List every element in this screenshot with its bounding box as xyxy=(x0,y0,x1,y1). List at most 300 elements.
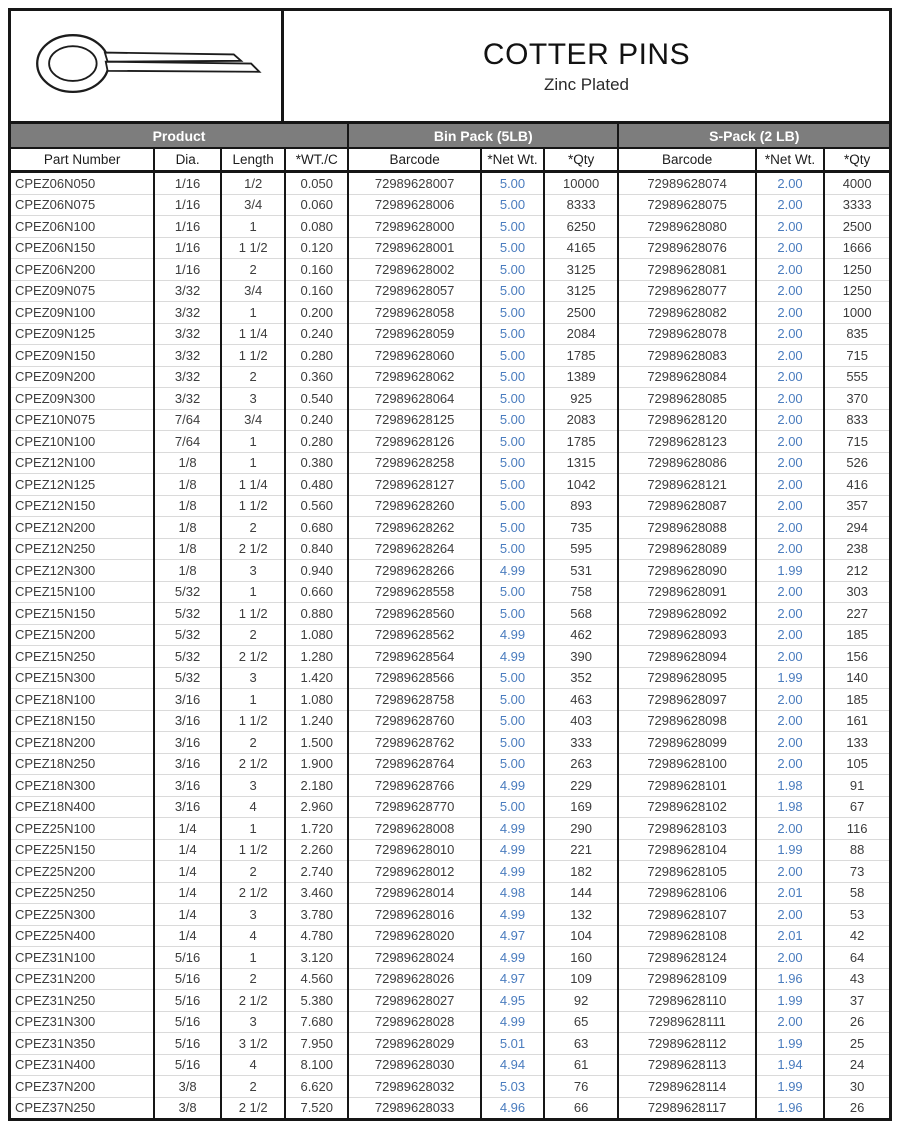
cell-dia: 5/32 xyxy=(154,603,221,625)
cell-length: 2 1/2 xyxy=(221,882,286,904)
cell-spack-net-wt: 1.99 xyxy=(756,839,825,861)
cell-spack-net-wt: 2.00 xyxy=(756,345,825,367)
cell-spack-net-wt: 2.00 xyxy=(756,603,825,625)
cell-spack-barcode: 72989628094 xyxy=(618,646,755,668)
cell-bin-barcode: 72989628006 xyxy=(348,194,481,216)
cell-spack-barcode: 72989628074 xyxy=(618,172,755,195)
cell-spack-barcode: 72989628120 xyxy=(618,409,755,431)
cell-spack-qty: 26 xyxy=(824,1097,889,1118)
cell-bin-qty: 8333 xyxy=(544,194,619,216)
cell-spack-qty: 133 xyxy=(824,732,889,754)
cell-spack-net-wt: 1.98 xyxy=(756,775,825,797)
table-row xyxy=(11,280,889,302)
cell-spack-barcode: 72989628083 xyxy=(618,345,755,367)
cell-bin-barcode: 72989628010 xyxy=(348,839,481,861)
cell-dia: 5/32 xyxy=(154,581,221,603)
cell-bin-qty: 758 xyxy=(544,581,619,603)
table-row xyxy=(11,388,889,410)
cell-spack-qty: 67 xyxy=(824,796,889,818)
cell-dia: 1/16 xyxy=(154,237,221,259)
column-header-wt-c: *WT./C xyxy=(285,148,348,172)
cell-bin-qty: 76 xyxy=(544,1076,619,1098)
cell-spack-barcode: 72989628090 xyxy=(618,560,755,582)
cell-bin-barcode: 72989628024 xyxy=(348,947,481,969)
cell-bin-qty: 352 xyxy=(544,667,619,689)
cell-length: 2 xyxy=(221,1076,286,1098)
cell-wt-c: 6.620 xyxy=(285,1076,348,1098)
cell-bin-barcode: 72989628266 xyxy=(348,560,481,582)
cell-bin-qty: 893 xyxy=(544,495,619,517)
cell-spack-net-wt: 1.94 xyxy=(756,1054,825,1076)
cell-spack-qty: 227 xyxy=(824,603,889,625)
cell-bin-net-wt: 5.00 xyxy=(481,280,544,302)
cell-part-number: CPEZ09N125 xyxy=(11,323,154,345)
table-row xyxy=(11,732,889,754)
cell-bin-net-wt: 4.99 xyxy=(481,624,544,646)
cell-dia: 1/8 xyxy=(154,452,221,474)
cell-wt-c: 0.940 xyxy=(285,560,348,582)
cell-wt-c: 7.520 xyxy=(285,1097,348,1118)
cell-wt-c: 1.080 xyxy=(285,689,348,711)
cell-spack-barcode: 72989628106 xyxy=(618,882,755,904)
cell-spack-net-wt: 2.00 xyxy=(756,323,825,345)
cell-bin-barcode: 72989628016 xyxy=(348,904,481,926)
cell-bin-qty: 63 xyxy=(544,1033,619,1055)
cell-spack-qty: 2500 xyxy=(824,216,889,238)
cell-spack-barcode: 72989628112 xyxy=(618,1033,755,1055)
cell-dia: 1/16 xyxy=(154,216,221,238)
cell-dia: 5/16 xyxy=(154,990,221,1012)
cell-part-number: CPEZ09N200 xyxy=(11,366,154,388)
table-row xyxy=(11,323,889,345)
cell-length: 1 1/2 xyxy=(221,495,286,517)
cell-wt-c: 3.780 xyxy=(285,904,348,926)
cell-part-number: CPEZ18N100 xyxy=(11,689,154,711)
cell-bin-net-wt: 5.00 xyxy=(481,603,544,625)
cell-bin-qty: 132 xyxy=(544,904,619,926)
cell-spack-qty: 357 xyxy=(824,495,889,517)
cell-bin-barcode: 72989628126 xyxy=(348,431,481,453)
cell-bin-net-wt: 5.00 xyxy=(481,581,544,603)
cell-length: 2 1/2 xyxy=(221,538,286,560)
table-row xyxy=(11,861,889,883)
cell-spack-qty: 833 xyxy=(824,409,889,431)
group-header-0: Product xyxy=(11,124,348,148)
cell-dia: 1/8 xyxy=(154,474,221,496)
cell-bin-net-wt: 5.00 xyxy=(481,732,544,754)
cell-part-number: CPEZ25N300 xyxy=(11,904,154,926)
cell-bin-qty: 1389 xyxy=(544,366,619,388)
group-header-row xyxy=(11,124,889,148)
cell-length: 3/4 xyxy=(221,409,286,431)
cell-spack-barcode: 72989628076 xyxy=(618,237,755,259)
column-header-bin-net-wt: *Net Wt. xyxy=(481,148,544,172)
cell-dia: 3/16 xyxy=(154,796,221,818)
cell-length: 1 xyxy=(221,947,286,969)
cell-wt-c: 0.080 xyxy=(285,216,348,238)
group-header-2: S-Pack (2 LB) xyxy=(618,124,889,148)
cell-spack-net-wt: 2.00 xyxy=(756,495,825,517)
cell-length: 3 xyxy=(221,904,286,926)
cell-dia: 1/8 xyxy=(154,560,221,582)
cell-spack-qty: 238 xyxy=(824,538,889,560)
cell-bin-barcode: 72989628258 xyxy=(348,452,481,474)
cell-bin-net-wt: 5.00 xyxy=(481,366,544,388)
cell-wt-c: 0.280 xyxy=(285,345,348,367)
cell-bin-qty: 109 xyxy=(544,968,619,990)
cotter-pin-icon xyxy=(27,16,265,117)
cell-spack-net-wt: 2.00 xyxy=(756,538,825,560)
cell-part-number: CPEZ18N400 xyxy=(11,796,154,818)
table-row xyxy=(11,409,889,431)
cell-bin-net-wt: 5.00 xyxy=(481,345,544,367)
cell-bin-qty: 92 xyxy=(544,990,619,1012)
cell-part-number: CPEZ09N100 xyxy=(11,302,154,324)
catalog-sheet xyxy=(8,8,892,1121)
cell-bin-qty: 1785 xyxy=(544,345,619,367)
column-header-length: Length xyxy=(221,148,286,172)
cell-bin-net-wt: 5.00 xyxy=(481,538,544,560)
table-row xyxy=(11,452,889,474)
cell-bin-net-wt: 5.00 xyxy=(481,194,544,216)
cell-bin-qty: 61 xyxy=(544,1054,619,1076)
cell-spack-net-wt: 2.00 xyxy=(756,646,825,668)
cell-spack-qty: 3333 xyxy=(824,194,889,216)
cell-spack-barcode: 72989628100 xyxy=(618,753,755,775)
cell-dia: 1/16 xyxy=(154,259,221,281)
cell-spack-net-wt: 2.00 xyxy=(756,710,825,732)
cell-bin-net-wt: 5.00 xyxy=(481,474,544,496)
cell-bin-net-wt: 4.97 xyxy=(481,925,544,947)
cell-spack-barcode: 72989628078 xyxy=(618,323,755,345)
cell-wt-c: 4.560 xyxy=(285,968,348,990)
cell-spack-barcode: 72989628085 xyxy=(618,388,755,410)
cell-part-number: CPEZ12N150 xyxy=(11,495,154,517)
title-block xyxy=(284,11,889,121)
column-header-spack-qty: *Qty xyxy=(824,148,889,172)
cell-spack-barcode: 72989628097 xyxy=(618,689,755,711)
cell-spack-qty: 24 xyxy=(824,1054,889,1076)
cell-bin-net-wt: 5.00 xyxy=(481,216,544,238)
cell-part-number: CPEZ31N300 xyxy=(11,1011,154,1033)
cell-bin-qty: 1315 xyxy=(544,452,619,474)
cell-bin-barcode: 72989628027 xyxy=(348,990,481,1012)
cell-spack-qty: 185 xyxy=(824,689,889,711)
table-row xyxy=(11,1011,889,1033)
cell-spack-qty: 303 xyxy=(824,581,889,603)
cell-bin-barcode: 72989628562 xyxy=(348,624,481,646)
cell-bin-qty: 65 xyxy=(544,1011,619,1033)
cell-spack-barcode: 72989628091 xyxy=(618,581,755,603)
cell-length: 2 xyxy=(221,366,286,388)
cell-wt-c: 0.360 xyxy=(285,366,348,388)
cell-spack-qty: 43 xyxy=(824,968,889,990)
cell-bin-qty: 333 xyxy=(544,732,619,754)
cell-spack-barcode: 72989628114 xyxy=(618,1076,755,1098)
cell-part-number: CPEZ15N250 xyxy=(11,646,154,668)
cell-spack-barcode: 72989628093 xyxy=(618,624,755,646)
cell-spack-qty: 835 xyxy=(824,323,889,345)
cell-bin-net-wt: 5.00 xyxy=(481,517,544,539)
cell-dia: 1/8 xyxy=(154,495,221,517)
table-row xyxy=(11,259,889,281)
cell-bin-qty: 1042 xyxy=(544,474,619,496)
cell-bin-barcode: 72989628260 xyxy=(348,495,481,517)
cell-spack-net-wt: 2.00 xyxy=(756,216,825,238)
cell-length: 2 1/2 xyxy=(221,753,286,775)
table-row xyxy=(11,495,889,517)
table-row xyxy=(11,796,889,818)
cell-wt-c: 0.200 xyxy=(285,302,348,324)
cell-part-number: CPEZ09N300 xyxy=(11,388,154,410)
cell-bin-net-wt: 5.00 xyxy=(481,689,544,711)
column-header-dia: Dia. xyxy=(154,148,221,172)
cell-spack-qty: 370 xyxy=(824,388,889,410)
cell-bin-barcode: 72989628012 xyxy=(348,861,481,883)
cell-spack-net-wt: 1.99 xyxy=(756,990,825,1012)
cell-spack-qty: 116 xyxy=(824,818,889,840)
cell-spack-qty: 212 xyxy=(824,560,889,582)
cell-length: 1 1/2 xyxy=(221,237,286,259)
cell-part-number: CPEZ25N100 xyxy=(11,818,154,840)
cell-bin-qty: 104 xyxy=(544,925,619,947)
cell-bin-net-wt: 4.99 xyxy=(481,947,544,969)
cell-bin-net-wt: 4.99 xyxy=(481,646,544,668)
cell-bin-qty: 144 xyxy=(544,882,619,904)
cell-part-number: CPEZ06N100 xyxy=(11,216,154,238)
table-row xyxy=(11,1097,889,1118)
cell-spack-net-wt: 2.01 xyxy=(756,882,825,904)
cell-spack-barcode: 72989628101 xyxy=(618,775,755,797)
cell-spack-qty: 58 xyxy=(824,882,889,904)
cell-spack-net-wt: 2.00 xyxy=(756,172,825,195)
cell-spack-net-wt: 1.99 xyxy=(756,560,825,582)
cell-spack-qty: 140 xyxy=(824,667,889,689)
cell-bin-barcode: 72989628758 xyxy=(348,689,481,711)
cell-spack-barcode: 72989628098 xyxy=(618,710,755,732)
cell-spack-qty: 555 xyxy=(824,366,889,388)
cell-length: 1 xyxy=(221,818,286,840)
cell-bin-barcode: 72989628770 xyxy=(348,796,481,818)
table-row xyxy=(11,968,889,990)
cell-length: 3 xyxy=(221,388,286,410)
cell-spack-qty: 105 xyxy=(824,753,889,775)
cell-length: 1 xyxy=(221,452,286,474)
cell-wt-c: 0.380 xyxy=(285,452,348,474)
cell-part-number: CPEZ31N350 xyxy=(11,1033,154,1055)
cell-spack-qty: 1250 xyxy=(824,280,889,302)
cell-length: 2 1/2 xyxy=(221,990,286,1012)
cell-spack-qty: 1250 xyxy=(824,259,889,281)
cell-part-number: CPEZ09N150 xyxy=(11,345,154,367)
cell-bin-qty: 263 xyxy=(544,753,619,775)
cell-bin-barcode: 72989628020 xyxy=(348,925,481,947)
cell-length: 1 xyxy=(221,216,286,238)
cell-bin-barcode: 72989628564 xyxy=(348,646,481,668)
cell-bin-qty: 531 xyxy=(544,560,619,582)
cell-part-number: CPEZ12N300 xyxy=(11,560,154,582)
cell-bin-barcode: 72989628001 xyxy=(348,237,481,259)
cell-spack-net-wt: 2.00 xyxy=(756,753,825,775)
cell-spack-barcode: 72989628095 xyxy=(618,667,755,689)
cell-bin-qty: 403 xyxy=(544,710,619,732)
cell-wt-c: 0.560 xyxy=(285,495,348,517)
cell-bin-qty: 462 xyxy=(544,624,619,646)
cell-wt-c: 2.260 xyxy=(285,839,348,861)
cell-part-number: CPEZ06N200 xyxy=(11,259,154,281)
cell-bin-barcode: 72989628125 xyxy=(348,409,481,431)
cell-part-number: CPEZ09N075 xyxy=(11,280,154,302)
cell-spack-net-wt: 2.00 xyxy=(756,624,825,646)
table-row xyxy=(11,1054,889,1076)
table-row xyxy=(11,925,889,947)
cell-length: 1 1/2 xyxy=(221,839,286,861)
cell-bin-net-wt: 5.00 xyxy=(481,172,544,195)
cell-bin-barcode: 72989628030 xyxy=(348,1054,481,1076)
cell-spack-qty: 25 xyxy=(824,1033,889,1055)
cell-wt-c: 4.780 xyxy=(285,925,348,947)
cell-spack-net-wt: 2.00 xyxy=(756,409,825,431)
cell-spack-barcode: 72989628104 xyxy=(618,839,755,861)
cell-length: 1 1/2 xyxy=(221,603,286,625)
cell-part-number: CPEZ15N300 xyxy=(11,667,154,689)
cell-spack-net-wt: 2.00 xyxy=(756,194,825,216)
cell-part-number: CPEZ06N075 xyxy=(11,194,154,216)
cell-spack-net-wt: 2.00 xyxy=(756,904,825,926)
cell-spack-net-wt: 1.99 xyxy=(756,1033,825,1055)
page-header xyxy=(11,11,889,124)
table-row xyxy=(11,302,889,324)
cell-bin-net-wt: 5.00 xyxy=(481,452,544,474)
cell-bin-qty: 229 xyxy=(544,775,619,797)
cell-bin-net-wt: 5.00 xyxy=(481,796,544,818)
cell-bin-barcode: 72989628560 xyxy=(348,603,481,625)
cell-bin-net-wt: 4.95 xyxy=(481,990,544,1012)
column-header-spack-barcode: Barcode xyxy=(618,148,755,172)
cell-length: 3 xyxy=(221,775,286,797)
cell-spack-net-wt: 2.00 xyxy=(756,366,825,388)
cell-spack-net-wt: 2.00 xyxy=(756,517,825,539)
cell-bin-net-wt: 5.00 xyxy=(481,388,544,410)
cell-bin-net-wt: 4.99 xyxy=(481,861,544,883)
cell-wt-c: 7.680 xyxy=(285,1011,348,1033)
cell-spack-qty: 64 xyxy=(824,947,889,969)
cell-bin-net-wt: 4.98 xyxy=(481,882,544,904)
cell-length: 4 xyxy=(221,1054,286,1076)
cell-spack-net-wt: 2.00 xyxy=(756,388,825,410)
cell-length: 2 xyxy=(221,732,286,754)
cell-dia: 5/16 xyxy=(154,1011,221,1033)
cell-dia: 3/16 xyxy=(154,775,221,797)
cell-dia: 3/16 xyxy=(154,732,221,754)
cell-wt-c: 0.540 xyxy=(285,388,348,410)
table-row xyxy=(11,667,889,689)
cell-dia: 1/16 xyxy=(154,172,221,195)
cell-bin-net-wt: 5.00 xyxy=(481,302,544,324)
cell-part-number: CPEZ10N075 xyxy=(11,409,154,431)
cell-bin-net-wt: 4.94 xyxy=(481,1054,544,1076)
cell-length: 1 xyxy=(221,431,286,453)
cell-wt-c: 0.050 xyxy=(285,172,348,195)
cell-length: 1/2 xyxy=(221,172,286,195)
cell-spack-qty: 37 xyxy=(824,990,889,1012)
cell-bin-barcode: 72989628058 xyxy=(348,302,481,324)
cell-wt-c: 0.680 xyxy=(285,517,348,539)
column-header-bin-barcode: Barcode xyxy=(348,148,481,172)
cell-wt-c: 0.880 xyxy=(285,603,348,625)
cell-spack-net-wt: 2.00 xyxy=(756,452,825,474)
cell-spack-barcode: 72989628111 xyxy=(618,1011,755,1033)
table-row xyxy=(11,1076,889,1098)
cell-wt-c: 7.950 xyxy=(285,1033,348,1055)
cell-bin-barcode: 72989628064 xyxy=(348,388,481,410)
table-row xyxy=(11,237,889,259)
cell-bin-net-wt: 5.03 xyxy=(481,1076,544,1098)
cell-part-number: CPEZ10N100 xyxy=(11,431,154,453)
cell-spack-barcode: 72989628113 xyxy=(618,1054,755,1076)
cell-part-number: CPEZ15N150 xyxy=(11,603,154,625)
cell-bin-net-wt: 4.99 xyxy=(481,839,544,861)
cell-spack-barcode: 72989628121 xyxy=(618,474,755,496)
cell-dia: 7/64 xyxy=(154,409,221,431)
cell-bin-qty: 182 xyxy=(544,861,619,883)
cell-part-number: CPEZ31N200 xyxy=(11,968,154,990)
cell-spack-net-wt: 2.00 xyxy=(756,732,825,754)
cell-spack-qty: 294 xyxy=(824,517,889,539)
cell-bin-qty: 463 xyxy=(544,689,619,711)
cell-part-number: CPEZ12N200 xyxy=(11,517,154,539)
cell-spack-net-wt: 1.98 xyxy=(756,796,825,818)
cell-length: 1 1/4 xyxy=(221,323,286,345)
table-row xyxy=(11,646,889,668)
cell-dia: 3/8 xyxy=(154,1076,221,1098)
cell-spack-qty: 715 xyxy=(824,345,889,367)
cell-bin-barcode: 72989628764 xyxy=(348,753,481,775)
cell-bin-net-wt: 5.00 xyxy=(481,237,544,259)
cell-part-number: CPEZ31N400 xyxy=(11,1054,154,1076)
cell-dia: 3/16 xyxy=(154,753,221,775)
table-row xyxy=(11,431,889,453)
cell-length: 3 1/2 xyxy=(221,1033,286,1055)
cell-wt-c: 1.900 xyxy=(285,753,348,775)
cell-wt-c: 2.740 xyxy=(285,861,348,883)
cell-bin-net-wt: 5.00 xyxy=(481,667,544,689)
cell-spack-qty: 53 xyxy=(824,904,889,926)
cell-spack-barcode: 72989628087 xyxy=(618,495,755,517)
cell-bin-qty: 169 xyxy=(544,796,619,818)
cell-length: 1 xyxy=(221,302,286,324)
cell-wt-c: 0.060 xyxy=(285,194,348,216)
cell-spack-qty: 161 xyxy=(824,710,889,732)
cell-bin-qty: 4165 xyxy=(544,237,619,259)
cell-spack-net-wt: 2.00 xyxy=(756,302,825,324)
cell-dia: 1/4 xyxy=(154,925,221,947)
table-row xyxy=(11,947,889,969)
cell-spack-net-wt: 1.99 xyxy=(756,667,825,689)
cell-bin-net-wt: 4.99 xyxy=(481,775,544,797)
cell-spack-net-wt: 2.00 xyxy=(756,861,825,883)
cell-bin-barcode: 72989628762 xyxy=(348,732,481,754)
cell-bin-barcode: 72989628032 xyxy=(348,1076,481,1098)
cell-length: 2 1/2 xyxy=(221,1097,286,1118)
cell-wt-c: 2.180 xyxy=(285,775,348,797)
cell-spack-barcode: 72989628089 xyxy=(618,538,755,560)
cell-spack-qty: 73 xyxy=(824,861,889,883)
table-row xyxy=(11,366,889,388)
table-row xyxy=(11,624,889,646)
cell-part-number: CPEZ18N200 xyxy=(11,732,154,754)
cell-part-number: CPEZ31N100 xyxy=(11,947,154,969)
